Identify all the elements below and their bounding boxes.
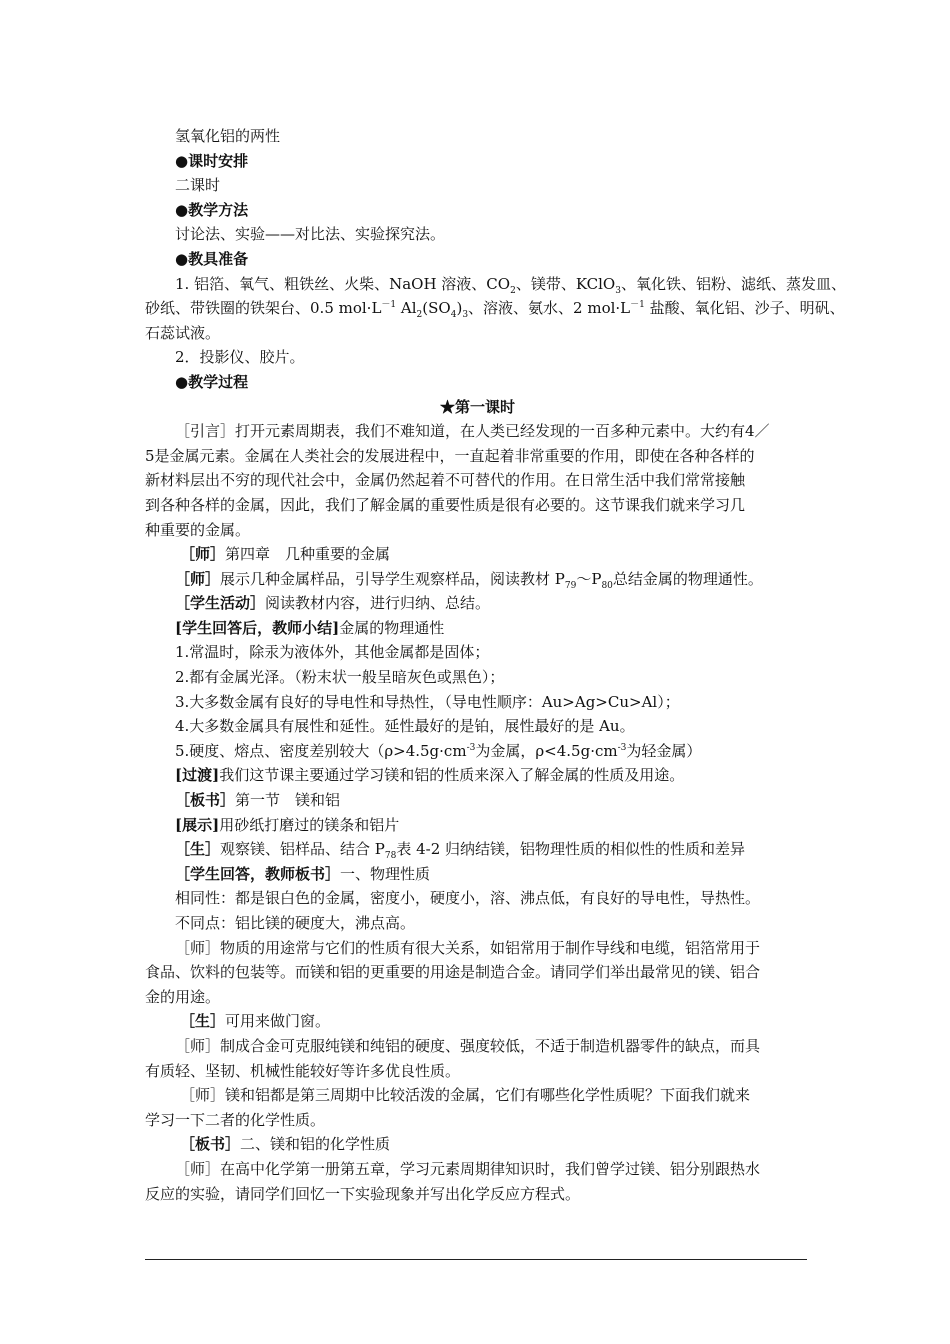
list-item: 4.大多数金属具有展性和延性。延性最好的是铂，展性最好的是 Au。	[175, 717, 635, 736]
subscript: 79	[564, 580, 577, 591]
subscript: 78	[384, 851, 397, 862]
text-run: 表 4-2 归纳结镁，铝物理性质的相似性的性质和差异	[396, 840, 746, 859]
teacher-line	[145, 542, 810, 567]
document-body	[145, 124, 846, 1206]
text-run: 阅读教材内容，进行归纳、总结。	[265, 594, 491, 613]
text-line: 反应的实验，请同学们回忆一下实验现象并写出化学反应方程式。	[145, 1184, 581, 1203]
teacher-line: ［师］在高中化学第一册第五章，学习元素周期律知识时，我们曾学过镁、铝分别跟热水	[175, 1159, 761, 1178]
board-line	[145, 788, 810, 813]
role-label: ［学生活动］	[175, 594, 266, 613]
role-label: ［板书］	[175, 791, 236, 810]
role-label: [过渡]	[175, 766, 220, 785]
student-line	[145, 1009, 810, 1034]
text-run: 、镁带、KClO	[515, 274, 616, 293]
text-line: 金的用途。	[145, 987, 221, 1006]
text-line: 种重要的金属。	[145, 520, 251, 539]
role-label: ［生］	[180, 1012, 226, 1031]
teacher-line	[145, 567, 810, 592]
summary-line	[145, 616, 810, 641]
text-run: 第四章 几种重要的金属	[225, 545, 391, 564]
text-run: Al	[396, 299, 417, 318]
show-line	[145, 813, 810, 838]
text-line: 石蕊试液。	[145, 323, 221, 342]
text-run: 金属的物理通性	[339, 618, 445, 637]
list-item: 2.都有金属光泽。（粉末状一般呈暗灰色或黑色）；	[175, 668, 505, 687]
list-item	[145, 739, 810, 764]
text-line: 不同点：铝比镁的硬度大，沸点高。	[175, 914, 416, 932]
role-label: ［师］	[175, 569, 221, 588]
text-run: 我们这节课主要通过学习镁和铝的性质来深入了解金属的性质及用途。	[219, 766, 685, 785]
transition-line	[145, 763, 810, 788]
text-run: 可用来做门窗。	[225, 1012, 331, 1031]
superscript: －1	[630, 300, 645, 311]
student-line	[145, 591, 810, 616]
superscript: -3	[617, 742, 627, 753]
tools-line-2	[145, 296, 845, 321]
superscript: －1	[381, 300, 397, 311]
lesson-heading: ★第一课时	[439, 397, 515, 416]
section-heading: ●教具准备	[175, 249, 249, 268]
text-line: 讨论法、实验——对比法、实验探究法。	[175, 225, 446, 244]
text-run: ～P	[576, 569, 602, 588]
superscript: -3	[466, 742, 476, 753]
text-line: 学习一下二者的化学性质。	[145, 1110, 326, 1129]
role-label: ［板书］	[180, 1135, 241, 1154]
list-item: 1.常温时，除汞为液体外，其他金属都是固体；	[175, 643, 490, 662]
text-run: 总结金属的物理通性。	[612, 569, 763, 588]
footer-rule	[145, 1259, 807, 1260]
tools-line-1	[145, 272, 846, 297]
text-run: 用砂纸打磨过的镁条和铝片	[219, 815, 400, 834]
text-run: 砂纸、带铁圈的铁架台、0.5 mol·L	[145, 299, 382, 318]
role-label: ［师］	[180, 545, 226, 564]
text-line: 5是金属元素。金属在人类社会的发展进程中，一直起着非常重要的作用，即使在各种各样的	[145, 446, 755, 465]
text-run: 为轻金属）	[626, 741, 702, 760]
text-run: 盐酸、氧化铝、沙子、明矾、	[644, 299, 845, 318]
text-line: 新材料层出不穷的现代社会中，金属仍然起着不可替代的作用。在日常生活中我们常常接触	[145, 471, 746, 490]
text-run: 、氧化铁、铝粉、滤纸、蒸发皿、	[620, 274, 846, 293]
teacher-line: ［师］物质的用途常与它们的性质有很大关系，如铝常用于制作导线和电缆，铝箔常用于	[175, 938, 761, 957]
text-line: 相同性：都是银白色的金属，密度小，硬度小，溶、沸点低，有良好的导电性，导热性。	[175, 889, 761, 908]
section-heading: ●课时安排	[175, 151, 249, 170]
text-run: (SO	[422, 299, 451, 318]
text-line: 有质轻、坚韧、机械性能较好等许多优良性质。	[145, 1061, 461, 1080]
text-line: 二课时	[175, 176, 221, 195]
text-run: 、溶液、氨水、2 mol·L	[468, 299, 631, 318]
text-line: 2．投影仪、胶片。	[175, 348, 305, 367]
text-run: 观察镁、铝样品、结合 P	[220, 840, 385, 859]
student-line	[145, 837, 810, 862]
text-run: 第一节 镁和铝	[235, 791, 341, 810]
text-line: 氢氧化铝的两性	[175, 127, 281, 145]
subscript: 4	[450, 310, 457, 321]
text-run: 二、镁和铝的化学性质	[240, 1135, 391, 1154]
text-line: ［引言］打开元素周期表，我们不难知道，在人类已经发现的一百多种元素中。大约有4／	[175, 422, 770, 441]
text-line: 到各种各样的金属，因此，我们了解金属的重要性质是很有必要的。这节课我们就来学习几	[145, 495, 746, 514]
list-item: 3.大多数金属有良好的导电性和导热性，（导电性顺序：Au>Ag>Cu>Al）；	[175, 692, 680, 711]
teacher-line: ［师］制成合金可克服纯镁和纯铝的硬度、强度较低，不适于制造机器零件的缺点，而具	[175, 1036, 761, 1055]
role-label: ［学生回答，教师板书］	[175, 864, 341, 883]
text-run: 1. 铝箔、氧气、粗铁丝、火柴、NaOH 溶液、CO	[175, 274, 511, 293]
text-line: 食品、饮料的包装等。而镁和铝的更重要的用途是制造合金。请同学们举出最常见的镁、铝合	[145, 963, 761, 982]
section-heading: ●教学过程	[175, 372, 249, 391]
subscript: 80	[601, 580, 613, 591]
section-heading: ●教学方法	[175, 200, 249, 219]
role-label: [展示]	[175, 815, 220, 834]
text-run: 为金属，ρ<4.5g·cm	[475, 741, 618, 760]
teacher-line: ［师］镁和铝都是第三周期中比较活泼的金属，它们有哪些化学性质呢？下面我们就来	[180, 1086, 751, 1105]
text-run: 5.硬度、熔点、密度差别较大（ρ>4.5g·cm	[175, 741, 467, 760]
board-line	[145, 1132, 810, 1157]
subscript: 2	[416, 310, 423, 321]
subscript: 3	[615, 285, 621, 296]
text-run: 展示几种金属样品，引导学生观察样品，阅读教材 P	[220, 569, 565, 588]
role-label: [学生回答后，教师小结]	[175, 618, 340, 637]
text-run: )	[456, 299, 463, 318]
answer-line	[145, 862, 810, 887]
text-run: 一、物理性质	[340, 864, 431, 883]
subscript: 3	[462, 310, 469, 321]
subscript: 2	[510, 285, 516, 296]
role-label: ［生］	[175, 840, 221, 859]
